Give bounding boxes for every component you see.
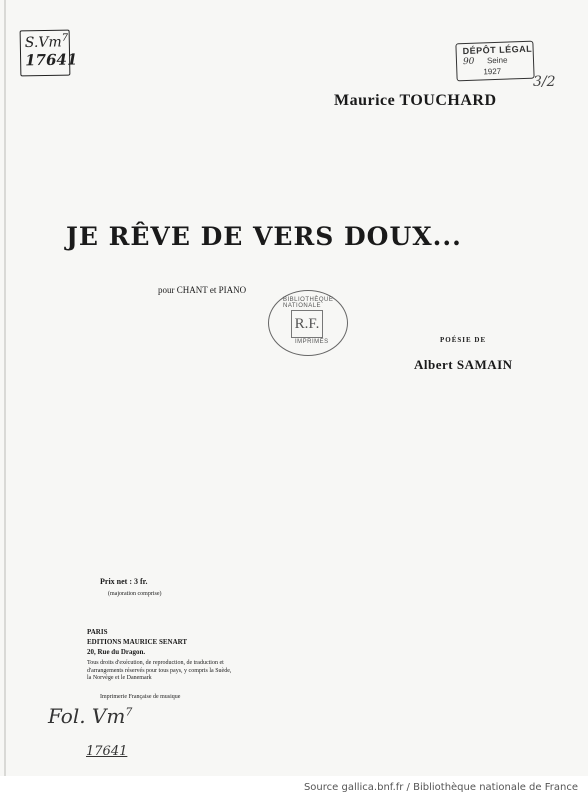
source-caption: Source gallica.bnf.fr / Bibliothèque nationale de France — [303, 782, 578, 793]
page-edge — [4, 0, 6, 776]
price-label: Prix net : 3 fr. — [100, 577, 148, 586]
handwritten-sup: 7 — [125, 705, 133, 719]
pencil-mark: 3/2 — [533, 74, 556, 90]
bn-stamp-top: BIBLIOTHÈQUE NATIONALE — [283, 297, 334, 309]
depot-stamp-number: 90 — [462, 56, 475, 68]
printer-name: Imprimerie Française de musique — [100, 694, 181, 700]
depot-stamp-title: DÉPÔT LÉGAL — [462, 43, 533, 57]
depot-legal-stamp — [455, 41, 534, 82]
bn-stamp-center: R.F. — [291, 310, 323, 338]
publisher-name: EDITIONS MAURICE SENART — [87, 638, 188, 646]
depot-stamp-year: 1927 — [483, 66, 502, 77]
bn-stamp-bottom: IMPRIMÉS — [295, 339, 329, 345]
handwritten-number: 17641 — [86, 744, 128, 759]
handwritten-shelfmark — [48, 704, 132, 728]
price-note: (majoration comprise) — [108, 591, 162, 597]
publisher-city: PARIS — [87, 628, 108, 636]
poesie-label: POÉSIE DE — [440, 336, 487, 344]
bibliotheque-nationale-stamp — [268, 290, 348, 356]
composer-name: Maurice TOUCHARD — [334, 92, 497, 109]
rights-notice: Tous droits d'exécution, de reproduction, de traduction et d'arrangements réservés pour tous pays, y compris la Suède, la Norvège et le Danemark — [87, 660, 232, 681]
shelfmark-line1: S.Vm — [24, 34, 62, 52]
handwritten-line1: Fol. Vm — [48, 704, 126, 728]
publisher-address: 20, Rue du Dragon. — [87, 648, 146, 656]
score-title: JE RÊVE DE VERS DOUX... — [66, 222, 462, 251]
poet-name: Albert SAMAIN — [414, 357, 513, 372]
score-subtitle: pour CHANT et PIANO — [158, 285, 247, 295]
shelfmark-line2: 17641 — [24, 50, 78, 70]
shelfmark-stamp — [20, 30, 78, 77]
shelfmark-sup: 7 — [61, 32, 69, 44]
depot-stamp-dept: Seine — [486, 55, 508, 66]
